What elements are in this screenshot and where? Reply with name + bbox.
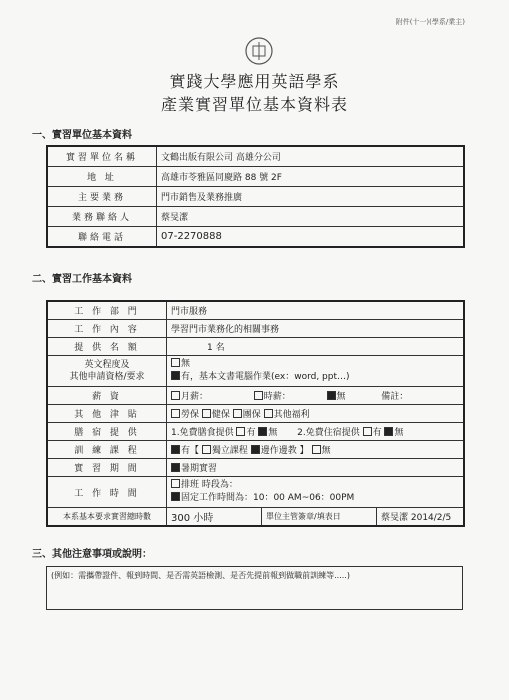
label-period: 實 習 期 間 — [47, 459, 167, 477]
unit-info-table — [46, 145, 465, 248]
value-meal — [167, 423, 465, 441]
value-quota: 1 名 — [167, 338, 465, 356]
lodging-yes-label: 有 — [372, 428, 382, 438]
value-total-hours: 300 小時 — [167, 508, 262, 527]
salary-remark-label: 備註： — [381, 392, 409, 402]
training-side-checkbox[interactable] — [251, 445, 260, 454]
period-checkbox[interactable] — [171, 463, 180, 472]
notes-box[interactable] — [46, 566, 463, 610]
training-self-checkbox[interactable] — [202, 445, 211, 454]
table-row — [47, 338, 464, 356]
table-row — [47, 356, 464, 387]
salary-none-checkbox[interactable] — [327, 391, 336, 400]
value-phone: 07-2270888 — [157, 227, 465, 248]
table-row — [47, 387, 464, 405]
other-benefit-checkbox[interactable] — [264, 409, 273, 418]
label-lang — [47, 356, 167, 387]
table-row — [47, 167, 464, 187]
value-unit-name: 文鶴出版有限公司 高雄分公司 — [157, 146, 465, 167]
monthly-checkbox[interactable] — [171, 391, 180, 400]
label-meal: 膳 宿 提 供 — [47, 423, 167, 441]
meal-text: 1.免費膳食提供 — [171, 428, 234, 438]
fixed-hours-checkbox[interactable] — [171, 492, 180, 501]
notes-example-text: (例如：需攜帶證件、報到時間、是否需英語檢測、是否先提前報到做職前訓練等.....) — [51, 571, 350, 580]
label-salary: 薪 資 — [47, 387, 167, 405]
label-total-hours: 本系基本要求實習總時數 — [47, 508, 167, 527]
training-none-label: 無 — [321, 446, 331, 456]
title-line1: 實踐大學應用英語學系 — [169, 72, 340, 91]
label-allowance: 其 他 津 貼 — [47, 405, 167, 423]
table-row — [47, 405, 464, 423]
training-close: 】 — [299, 446, 309, 456]
table-row — [47, 441, 464, 459]
training-has-label: 有【 — [181, 446, 200, 456]
period-label: 暑期實習 — [181, 464, 218, 474]
group-insurance-checkbox[interactable] — [233, 409, 242, 418]
meal-yes-checkbox[interactable] — [236, 427, 245, 436]
salary-none-label: 無 — [336, 392, 346, 402]
table-row — [47, 187, 464, 207]
label-sign: 單位主管簽章/填表日 — [262, 508, 377, 527]
meal-no-checkbox[interactable] — [258, 427, 267, 436]
lang-none-label: 無 — [181, 359, 191, 369]
label-unit-name: 實習單位名稱 — [47, 146, 157, 167]
section3-heading: 三、其他注意事項或說明： — [32, 549, 152, 560]
value-lang — [167, 356, 465, 387]
section1-heading: 一、實習單位基本資料 — [32, 130, 132, 141]
lodging-no-checkbox[interactable] — [384, 427, 393, 436]
label-content: 工 作 內 容 — [47, 320, 167, 338]
table-row — [47, 508, 464, 527]
label-address: 地 址 — [47, 167, 157, 187]
value-sign: 蔡旻潔 2014/2/5 — [377, 508, 465, 527]
health-insurance-checkbox[interactable] — [202, 409, 211, 418]
table-row — [47, 227, 464, 248]
label-training: 訓 練 課 程 — [47, 441, 167, 459]
table-row — [47, 146, 464, 167]
section2-heading: 二、實習工作基本資料 — [32, 274, 132, 285]
value-hours — [167, 477, 465, 508]
labor-insurance-label: 勞保 — [181, 410, 200, 420]
value-content: 學習門市業務化的相關事務 — [167, 320, 465, 338]
table-row — [47, 320, 464, 338]
shift-label: 排班 時段為： — [181, 480, 238, 490]
value-allowance — [167, 405, 465, 423]
label-lang-line1: 英文程度及 — [84, 360, 130, 370]
meal-yes-label: 有 — [246, 428, 256, 438]
hourly-label: 時薪： — [263, 392, 291, 402]
title-line2: 產業實習單位基本資料表 — [160, 95, 348, 114]
table-row — [47, 301, 464, 320]
training-side-label: 邊作邊教 — [260, 446, 297, 456]
labor-insurance-checkbox[interactable] — [171, 409, 180, 418]
lodging-yes-checkbox[interactable] — [363, 427, 372, 436]
lang-none-checkbox[interactable] — [171, 358, 180, 367]
table-row — [47, 423, 464, 441]
value-business: 門市銷售及業務推廣 — [157, 187, 465, 207]
lodging-no-label: 無 — [394, 428, 404, 438]
table-row — [47, 459, 464, 477]
value-address: 高雄市苓雅區同慶路 88 號 2F — [157, 167, 465, 187]
label-phone: 聯絡電話 — [47, 227, 157, 248]
health-insurance-label: 健保 — [211, 410, 230, 420]
value-salary — [167, 387, 465, 405]
training-self-label: 獨立課程 — [211, 446, 248, 456]
university-seal-icon — [244, 36, 274, 66]
meal-no-label: 無 — [268, 428, 278, 438]
fixed-hours-label: 固定工作時間為：10：00 AM~06：00PM — [181, 493, 355, 503]
hourly-checkbox[interactable] — [254, 391, 263, 400]
other-benefit-label: 其他福利 — [273, 410, 310, 420]
label-dept: 工 作 部 門 — [47, 301, 167, 320]
label-business: 主要業務 — [47, 187, 157, 207]
table-row — [47, 207, 464, 227]
shift-checkbox[interactable] — [171, 479, 180, 488]
value-period — [167, 459, 465, 477]
table-row — [47, 477, 464, 508]
work-info-table — [46, 300, 465, 527]
value-contact: 蔡旻潔 — [157, 207, 465, 227]
label-lang-line2: 其他申請資格/要求 — [69, 372, 145, 382]
label-hours: 工 作 時 間 — [47, 477, 167, 508]
lodging-text: 2.免費住宿提供 — [297, 428, 360, 438]
monthly-label: 月薪： — [181, 392, 209, 402]
label-contact: 業務聯絡人 — [47, 207, 157, 227]
lang-yes-checkbox[interactable] — [171, 371, 180, 380]
group-insurance-label: 團保 — [242, 410, 261, 420]
lang-yes-label: 有，基本文書電腦作業(ex：word, ppt…) — [181, 372, 350, 382]
attachment-label: 附件(十一)(學系/業主) — [395, 18, 465, 26]
label-quota: 提 供 名 額 — [47, 338, 167, 356]
training-none-checkbox[interactable] — [312, 445, 321, 454]
value-training — [167, 441, 465, 459]
training-has-checkbox[interactable] — [171, 445, 180, 454]
value-dept: 門市服務 — [167, 301, 465, 320]
